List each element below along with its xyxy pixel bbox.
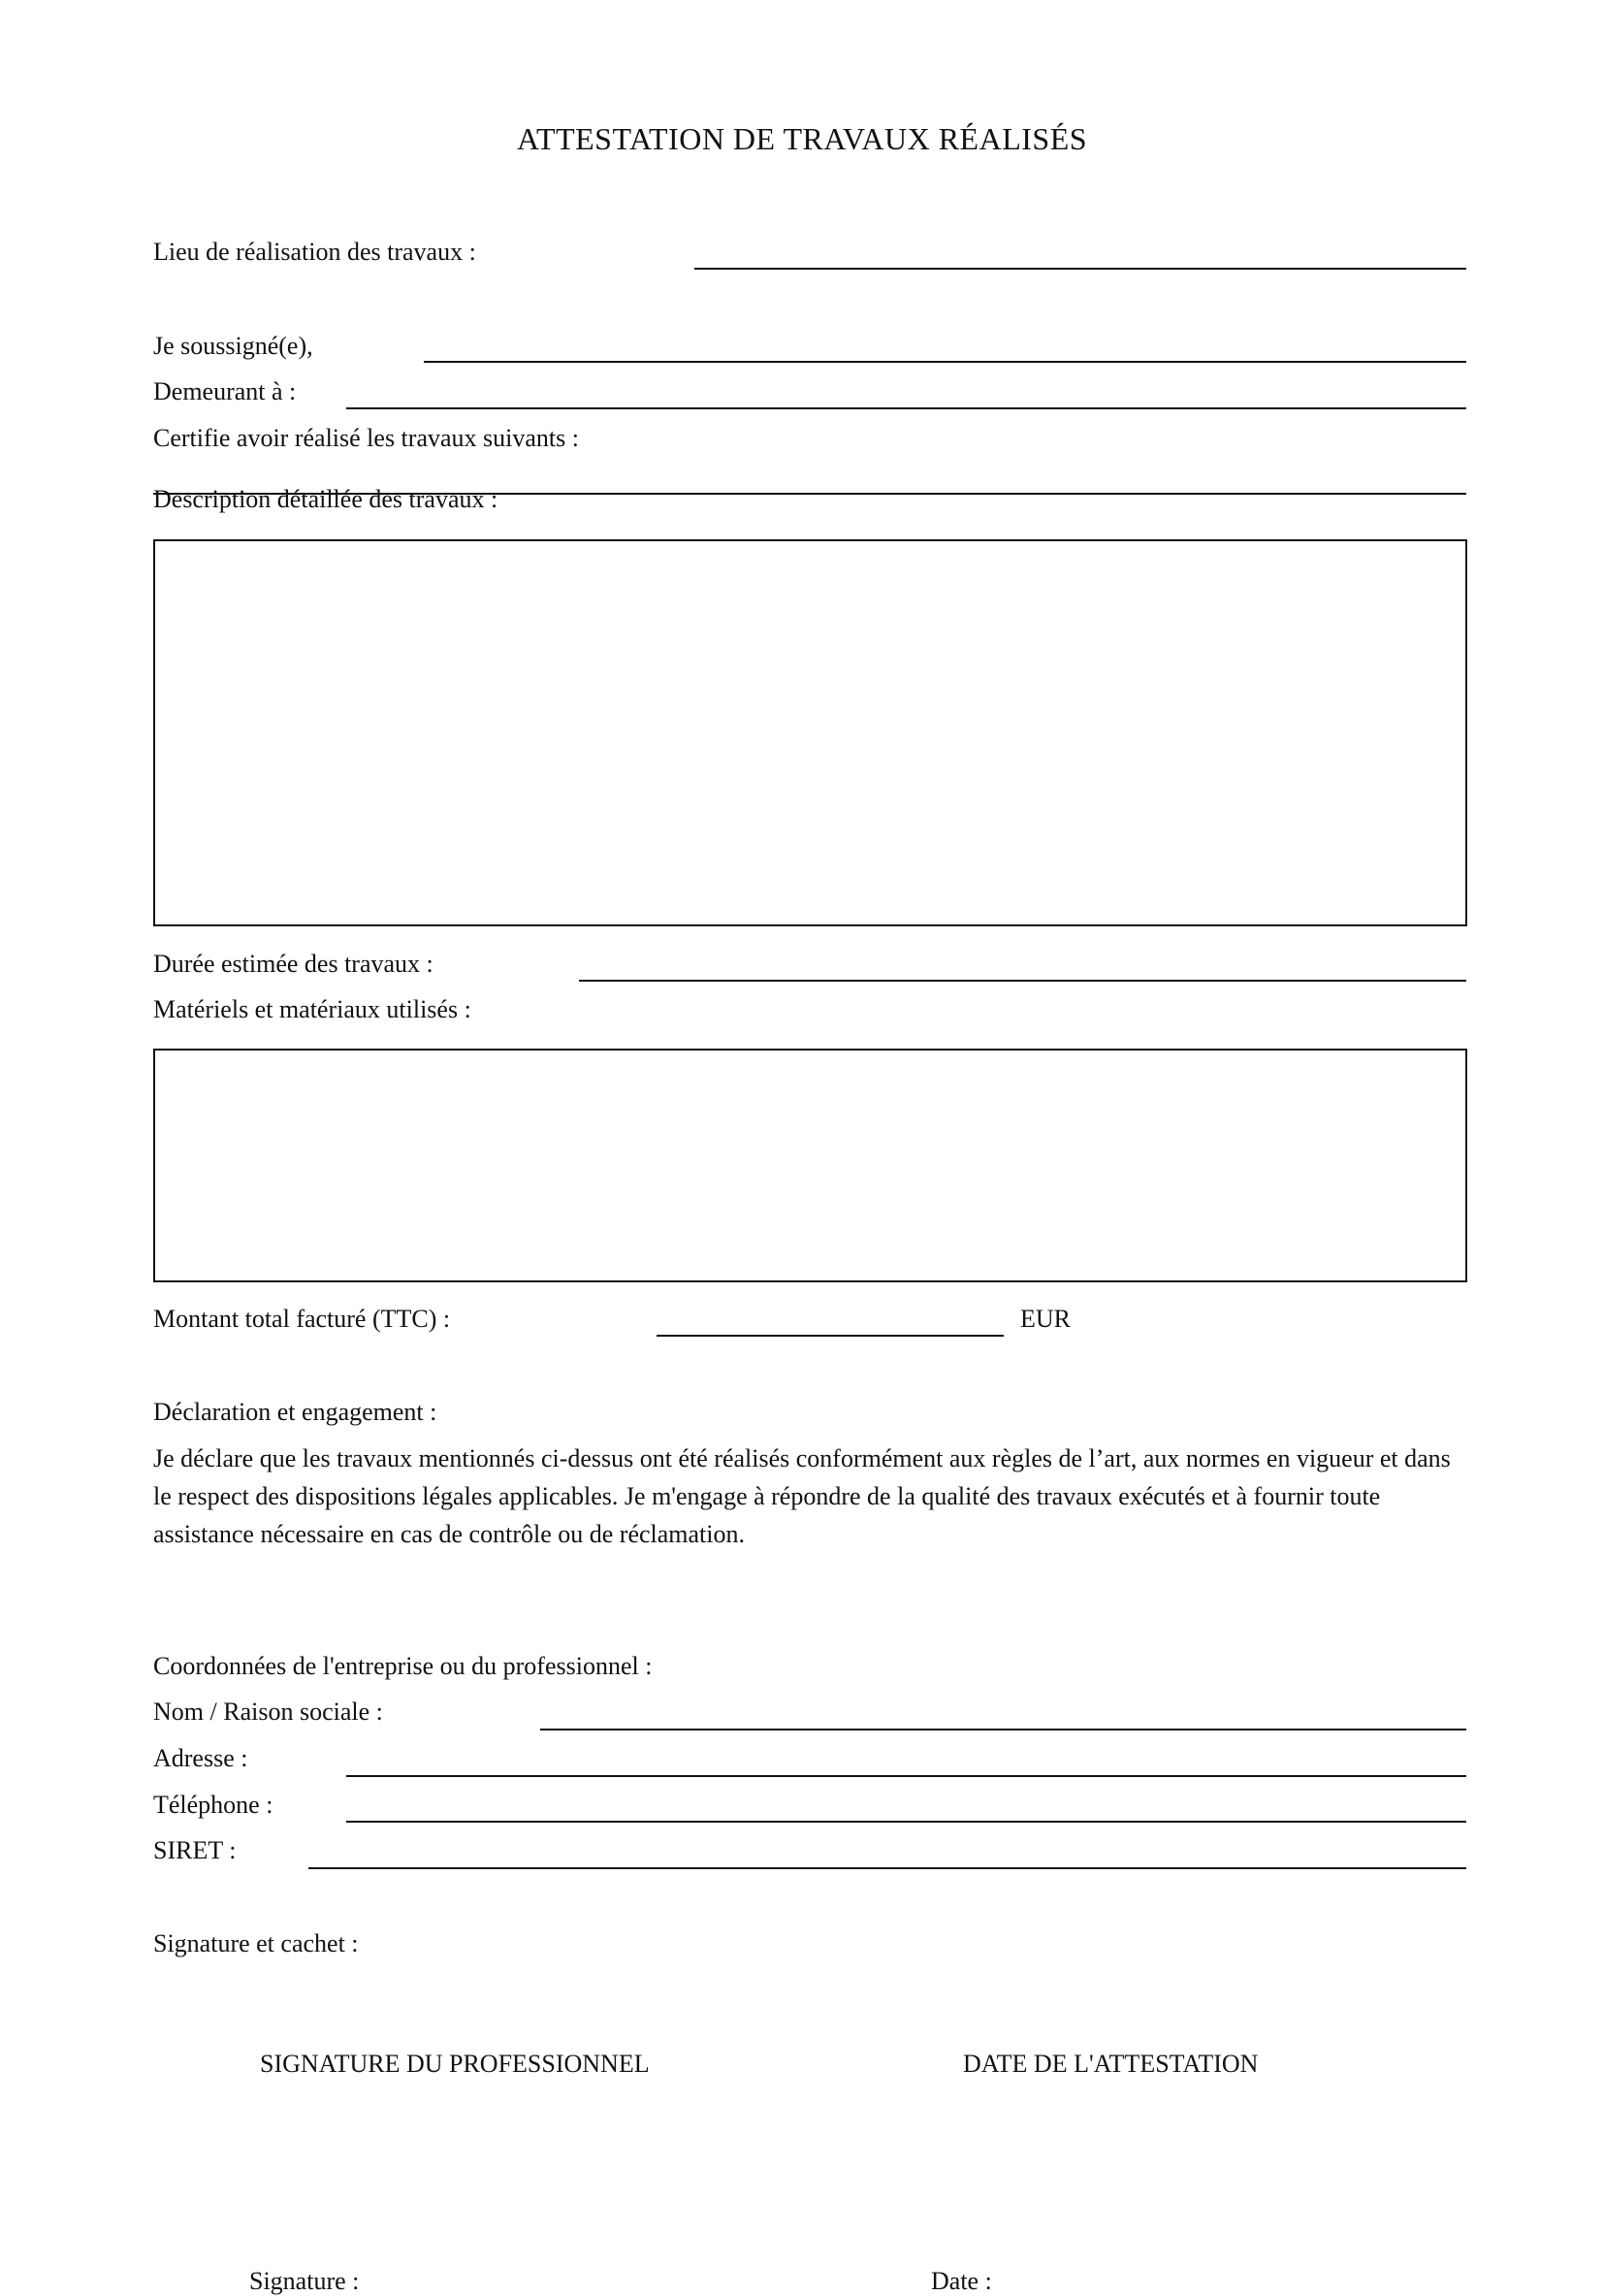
montant-label: Montant total facturé (TTC) :	[153, 1305, 451, 1333]
description-textarea[interactable]	[153, 539, 1467, 926]
demeurant-field[interactable]	[346, 407, 1466, 409]
materiels-textarea[interactable]	[153, 1049, 1467, 1282]
duree-label: Durée estimée des travaux :	[153, 950, 433, 978]
soussigne-label: Je soussigné(e),	[153, 332, 313, 360]
company-address-label: Adresse :	[153, 1744, 248, 1772]
currency-label: EUR	[1020, 1305, 1071, 1333]
signature-heading: Signature et cachet :	[153, 1929, 359, 1957]
declaration-heading: Déclaration et engagement :	[153, 1398, 437, 1426]
montant-field[interactable]	[657, 1335, 1004, 1337]
company-phone-field[interactable]	[346, 1821, 1466, 1823]
company-name-field[interactable]	[540, 1729, 1466, 1730]
signature-column-title: SIGNATURE DU PROFESSIONNEL	[260, 2050, 650, 2078]
page-title: ATTESTATION DE TRAVAUX RÉALISÉS	[516, 121, 1088, 156]
lieu-label: Lieu de réalisation des travaux :	[153, 238, 476, 266]
company-heading: Coordonnées de l'entreprise ou du professionnel :	[153, 1652, 653, 1680]
company-siret-field[interactable]	[308, 1867, 1466, 1869]
signature-label: Signature :	[249, 2267, 360, 2295]
description-label: Description détaillée des travaux :	[153, 485, 498, 513]
demeurant-label: Demeurant à :	[153, 377, 297, 405]
company-address-field[interactable]	[346, 1775, 1466, 1777]
certifie-label: Certifie avoir réalisé les travaux suivants :	[153, 424, 579, 452]
date-column-title: DATE DE L'ATTESTATION	[963, 2050, 1259, 2078]
materiels-label: Matériels et matériaux utilisés :	[153, 995, 471, 1023]
company-phone-label: Téléphone :	[153, 1791, 273, 1819]
lieu-field[interactable]	[694, 268, 1466, 270]
company-siret-label: SIRET :	[153, 1836, 237, 1864]
declaration-text: Je déclare que les travaux mentionnés ci-dessus ont été réalisés conformément aux règles de l’art, aux normes en vigueur et dans le respect des dispositions légales applicables. Je m'engage à répondre de la qualité des travaux exécutés et à fournir toute assistance nécessaire en cas de contrôle ou de réclamation.	[153, 1444, 1451, 1548]
date-label: Date :	[931, 2267, 992, 2295]
soussigne-field[interactable]	[424, 361, 1466, 363]
duree-field[interactable]	[579, 980, 1466, 982]
company-name-label: Nom / Raison sociale :	[153, 1698, 383, 1726]
